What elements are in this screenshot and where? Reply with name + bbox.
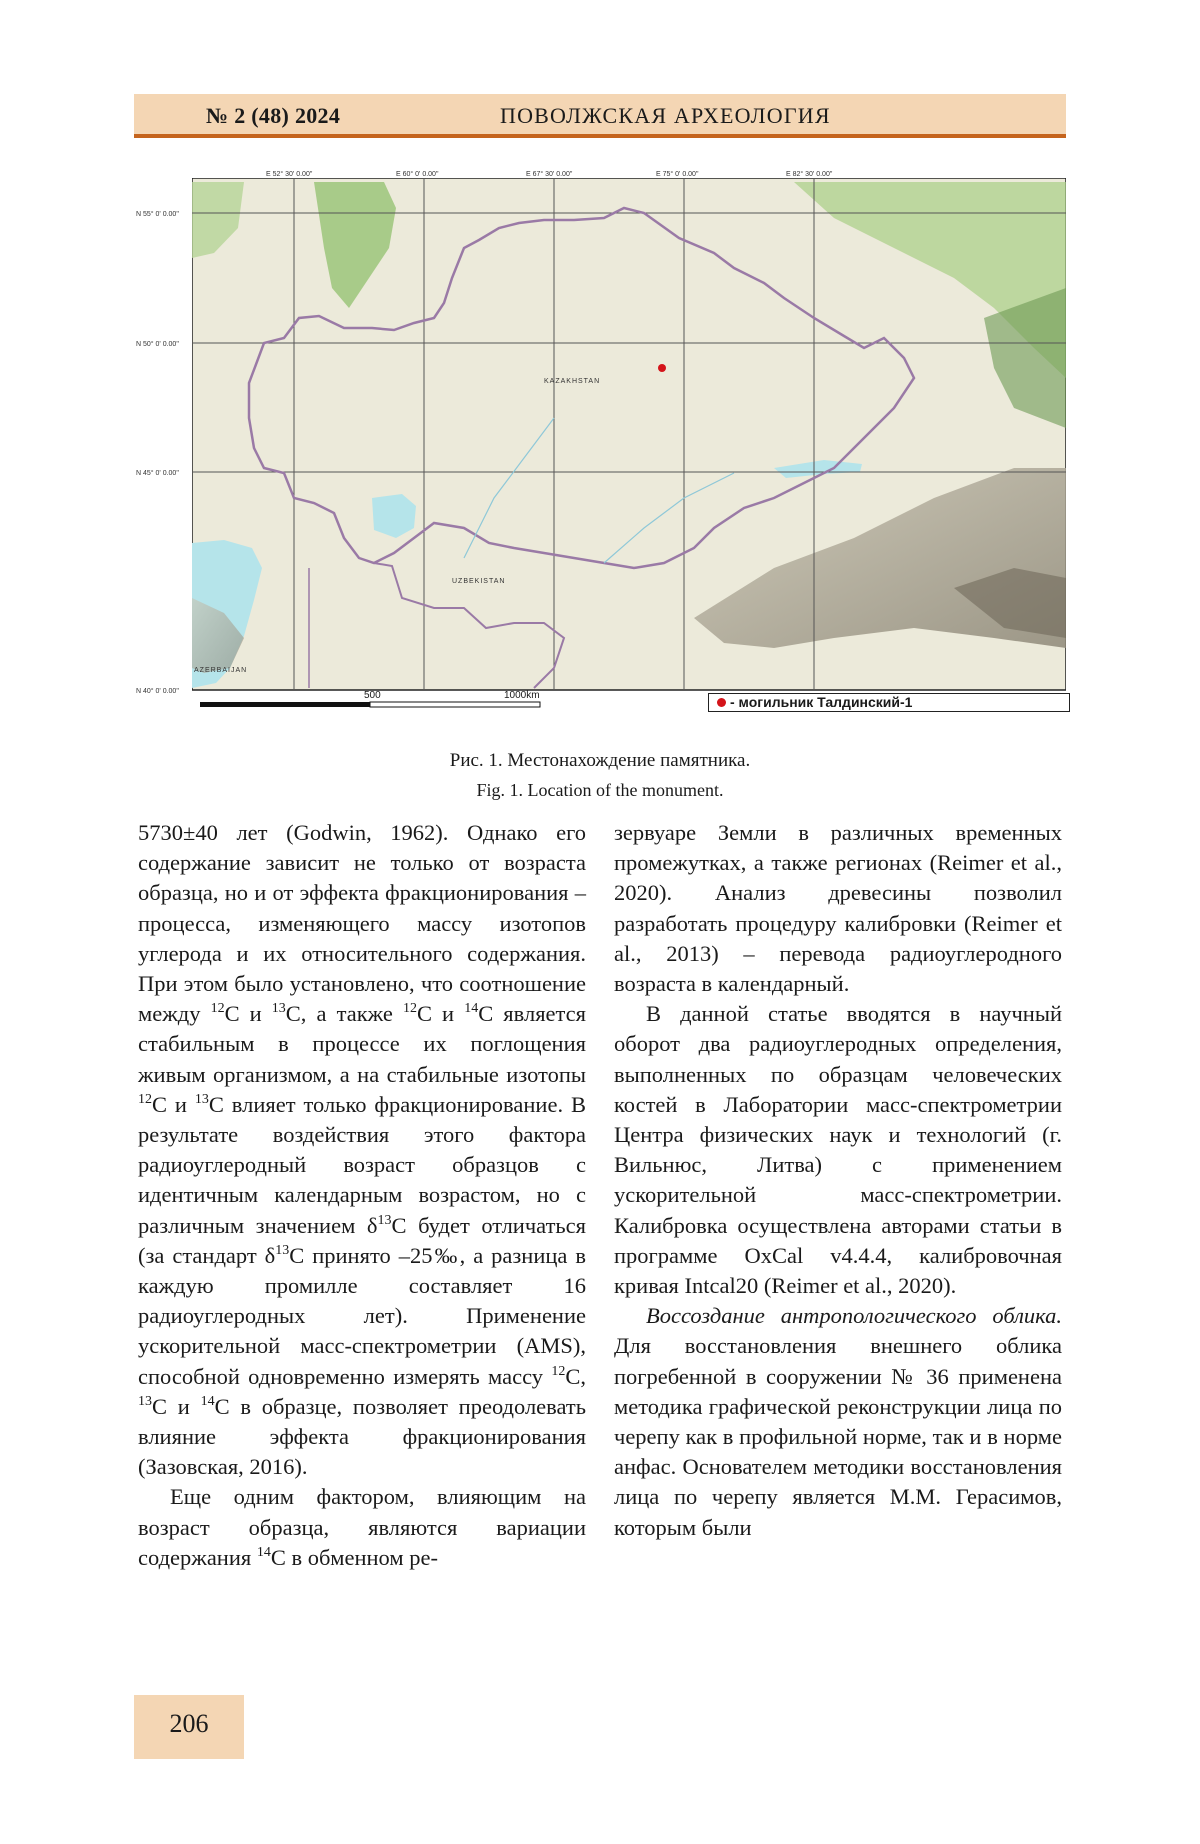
figure-map	[134, 168, 1066, 721]
lat-label: N 45° 0' 0.00"	[136, 470, 179, 477]
site-marker	[658, 364, 666, 372]
lon-label: E 67° 30' 0.00"	[526, 171, 573, 178]
lon-label: E 60° 0' 0.00"	[396, 171, 439, 178]
label-uzbekistan: UZBEKISTAN	[452, 578, 506, 585]
text-column-right	[614, 818, 1062, 1543]
paragraph: зервуаре Земли в различных временных промежутках, а также регионах (Reimer et al., 2020). Анализ древесины позволил разработать процедуру калибровки (Reimer et al., 2013) – перевода радиоуглеродного возраста в календарный.	[614, 820, 1062, 997]
lat-label: N 55° 0' 0.00"	[136, 211, 179, 218]
journal-header	[134, 94, 1066, 138]
section-heading: Воссоздание антропологического облика.	[646, 1303, 1062, 1329]
location-map	[134, 168, 1066, 721]
paragraph: В данной статье вводятся в научный оборот два радиоуглеродных определения, выполненных по образцам человеческих костей в Лаборатории масс-спектрометрии Центра физических наук и технологий (г. Вильнюс, Литва) с применением ускорительной масс-спектрометрии. Калибровка осуществлена авторами статьи в программе OxCal v4.4.4, калибровочная кривая Intcal20 (Reimer et al., 2020).	[614, 1001, 1062, 1299]
scale-label-1000: 1000km	[504, 690, 540, 701]
label-kazakhstan: KAZAKHSTAN	[544, 378, 601, 385]
page-number: 206	[134, 1695, 244, 1759]
text-column-left	[138, 818, 586, 1573]
issue-number: № 2 (48) 2024	[206, 103, 341, 128]
legend-site-label: - могильник Талдинский-1	[730, 694, 913, 710]
paragraph: 5730±40 лет (Godwin, 1962). Однако его содержание зависит не только от возраста образца, но и от эффекта фракционирования – процесса, изменяющего массу изотопов углерода и их относительного содержания. При этом было установлено, что соотношение между $^{12}$C и $^{13}$C, а также $^{12}$C и $^{14}$C является стабильным в процессе их поглощения живым организмом, а на стабильные изотопы $^{12}$C и $^{13}$C влияет только фракционирование. В результате воздействия этого фактора радиоуглеродный возраст образцов с идентичным календарным возрастом, но с различным значением $\delta^{13}C$ будет отличаться (за стандарт $\delta^{13}C$ принято –25‰, а разница в каждую промилле составляет 16 радиоуглеродных лет). Применение ускорительной масс-спектрометрии (AMS), способной одновременно измерять массу $^{12}$C, $^{13}$C и $^{14}$C в образце, позволяет преодолевать влияние эффекта фракционирования (Зазовская, 2016).	[138, 820, 586, 1480]
lon-label: E 52° 30' 0.00"	[266, 171, 313, 178]
lon-label: E 82° 30' 0.00"	[786, 171, 833, 178]
figure-caption-en: Fig. 1. Location of the monument.	[476, 780, 724, 800]
paragraph: Еще одним фактором, влияющим на возраст образца, являются вариации содержания $^{14}$C в обменном ре-	[138, 1484, 586, 1570]
scale-bar	[192, 690, 712, 714]
legend-site-dot	[717, 698, 726, 707]
scale-label-500: 500	[364, 690, 381, 701]
journal-title: ПОВОЛЖСКАЯ АРХЕОЛОГИЯ	[500, 103, 831, 128]
label-azerbaijan: AZERBAIJAN	[194, 667, 248, 674]
lat-label: N 40° 0' 0.00"	[136, 688, 179, 695]
figure-caption-ru: Рис. 1. Местонахождение памятника.	[449, 750, 751, 771]
lon-label: E 75° 0' 0.00"	[656, 171, 699, 178]
map-legend	[708, 693, 1070, 712]
paragraph: Воссоздание антропологического облика. Для восстановления внешнего облика погребенной в сооружении № 36 применена методика графической реконструкции лица по черепу как в профильной норме, так и в норме анфас. Основателем методики восстановления лица по черепу является М.М. Герасимов, которым были	[614, 1303, 1062, 1540]
lat-label: N 50° 0' 0.00"	[136, 341, 179, 348]
map-footer	[192, 690, 1066, 714]
